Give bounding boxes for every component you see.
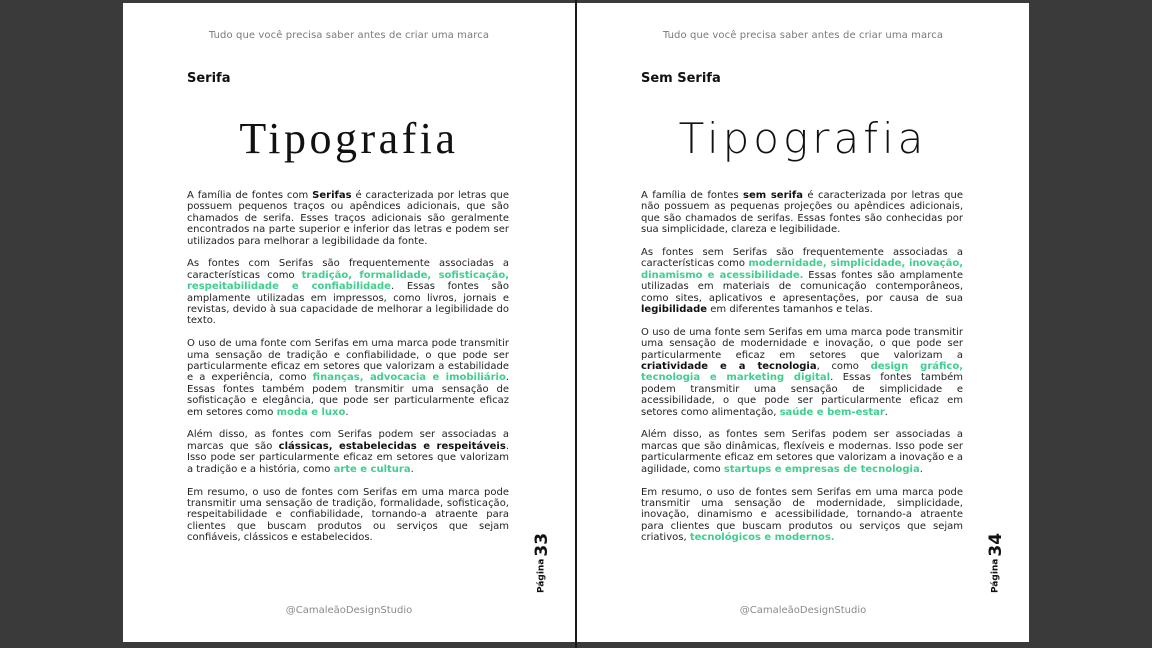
section-label: Sem Serifa	[641, 71, 721, 86]
text-run: é caracterizada por letras que não possuem as pequenas projeções ou apêndices adicionais, que são chamados de serifas. Essas fontes são conhecidas por sua simplicidade, clareza e legibilidade.	[641, 190, 964, 236]
paragraph	[641, 190, 963, 236]
highlight-text: moda e luxo	[276, 406, 346, 418]
paragraph	[187, 429, 509, 475]
running-header: Tudo que você precisa saber antes de criar uma marca	[208, 30, 490, 41]
text-run: O uso de uma fonte sem Serifas em uma marca pode transmitir uma sensação de modernidade e inovação, o que pode ser particularmente eficaz em setores que valorizam a	[641, 326, 963, 361]
text-run: . Isso pode ser particularmente eficaz em setores que valorizam a tradição e a história, como	[187, 440, 509, 475]
paragraph	[641, 429, 963, 475]
highlight-text: tecnológicos e modernos.	[689, 532, 835, 544]
paragraph	[187, 487, 509, 544]
highlight-text: saúde e bem-estar	[779, 406, 885, 418]
text-run: . Essas fontes também podem transmitir uma sensação de sofisticação e elegância, que pode ser particularmente eficaz em setores como	[187, 372, 510, 418]
running-header: Tudo que você precisa saber antes de criar uma marca	[662, 30, 944, 41]
text-run: Além disso, as fontes sem Serifas podem ser associadas a marcas que são dinâmicas, flexíveis e modernas. Isso pode ser particularmente eficaz em setores que valorizam a inovação e a agilidade, como	[641, 429, 963, 475]
text-run: .	[410, 463, 414, 475]
page-number-label: Página	[536, 558, 547, 594]
page-number	[985, 533, 1005, 593]
text-run: , como	[816, 361, 871, 373]
text-run: A família de fontes	[641, 190, 743, 201]
highlight-text: finanças, advocacia e imobiliário	[312, 372, 506, 384]
page-number	[531, 533, 551, 593]
text-run: Além disso, as fontes com Serifas podem ser associadas a marcas que são	[187, 429, 509, 452]
highlight-text: arte e cultura	[333, 463, 411, 475]
bold-text: legibilidade	[641, 304, 708, 316]
text-run: .	[919, 463, 923, 475]
paragraph	[641, 327, 963, 418]
highlight-text: design gráfico, tecnologia e marketing digital	[641, 361, 964, 384]
paragraph	[187, 190, 509, 247]
bold-text: criatividade e a tecnologia	[641, 361, 817, 373]
paragraph	[641, 487, 963, 544]
bold-text: clássicas, estabelecidas e respeitáveis	[278, 440, 506, 452]
footer-handle: @CamaleãoDesignStudio	[285, 605, 413, 616]
body-text	[641, 190, 963, 555]
text-run: Em resumo, o uso de fontes com Serifas em uma marca pode transmitir uma sensação de tradição, formalidade, sofisticação, respeitabilidade e confiabilidade, tornando-a atraente para clientes que buscam produtos ou serviços que sejam confiáveis, clássicos e estabelecidos.	[187, 486, 509, 544]
paragraph	[187, 258, 509, 326]
text-run: . Essas fontes são amplamente utilizadas em impressos, como livros, jornais e revistas, devido à sua capacidade de melhorar a legibilidade do texto.	[187, 281, 509, 327]
text-run: é caracterizada por letras que possuem pequenos traços ou apêndices adicionais, que são chamados de serifa. Esses traços adicionais são geralmente encontrados na parte superior e inferior das letras e podem ser utilizados para melhorar a legibilidade da fonte.	[187, 190, 509, 247]
page-title: Tipografia	[678, 114, 928, 163]
highlight-text: modernidade, simplicidade, inovação, dinamismo e acessibilidade.	[641, 258, 963, 281]
highlight-text: startups e empresas de tecnologia	[723, 463, 920, 475]
text-run: A família de fontes com	[187, 190, 313, 201]
page-number-value: 33	[531, 532, 552, 557]
page-number-value: 34	[985, 532, 1006, 557]
section-label: Serifa	[187, 71, 231, 86]
page-title: Tipografia	[239, 114, 459, 163]
text-run: em diferentes tamanhos e telas.	[707, 304, 873, 316]
body-text	[187, 190, 509, 555]
text-run: As fontes com Serifas são frequentemente associadas a características como	[187, 258, 509, 281]
paragraph	[187, 338, 509, 418]
text-run: Essas fontes são amplamente utilizadas em materiais de comunicação contemporâneos, como sites, aplicativos e apresentações, por causa de sua	[641, 269, 963, 304]
bold-text: Serifas	[312, 190, 352, 201]
text-run: O uso de uma fonte com Serifas em uma marca pode transmitir uma sensação de tradição e confiabilidade, o que pode ser particularmente eficaz em setores que valorizam a estabilidade e a experiência, como	[187, 338, 509, 384]
footer-handle: @CamaleãoDesignStudio	[739, 605, 867, 616]
text-run: . Essas fontes também podem transmitir uma sensação de simplicidade e acessibilidade, o que pode ser particularmente eficaz em setores como alimentação,	[641, 372, 963, 418]
page-left	[123, 3, 575, 642]
text-run: As fontes sem Serifas são frequentemente associadas a características como	[641, 247, 963, 270]
paragraph	[641, 247, 963, 315]
text-run: .	[884, 406, 888, 418]
page-right	[577, 3, 1029, 642]
text-run: .	[345, 406, 349, 418]
page-number-label: Página	[990, 558, 1001, 594]
text-run: Em resumo, o uso de fontes sem Serifas em uma marca pode transmitir uma sensação de modernidade, simplicidade, inovação, dinamismo e acessibilidade, tornando-a atraente para clientes que buscam produtos ou serviços que sejam criativos,	[641, 486, 963, 544]
highlight-text: tradição, formalidade, sofisticação, respeitabilidade e confiabilidade	[187, 269, 509, 293]
bold-text: sem serifa	[743, 190, 804, 201]
